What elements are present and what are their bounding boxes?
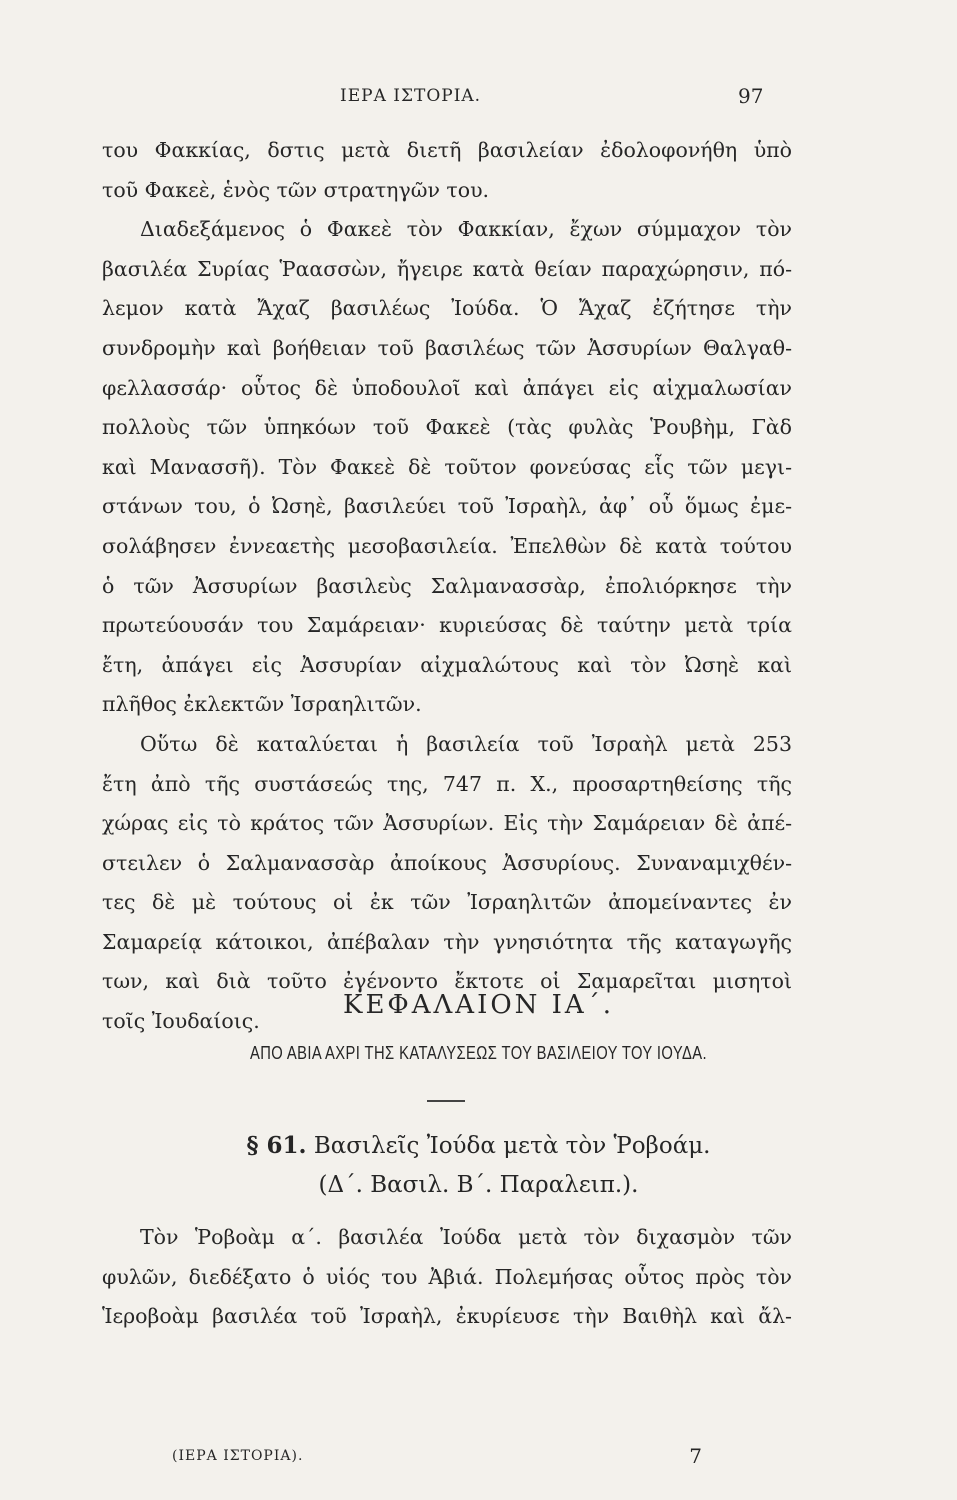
section-heading [0,1132,957,1159]
text-line: φελλασσάρ· οὗτος δὲ ὑποδουλοῖ καὶ ἀπάγει εἰς αἰχμαλωσίαν [102,375,792,400]
text-line: πολλοὺς τῶν ὑπηκόων τοῦ Φακεὲ (τὰς φυλὰς Ῥουβὴμ, Γὰδ [102,415,792,440]
text-line: βασιλέα Συρίας Ῥαασσὼν, ἤγειρε κατὰ θείαν παραχώρησιν, πό- [102,256,792,281]
text-line: ἔτη ἀπὸ τῆς συστάσεώς της, 747 π. Χ., προσαρτηθείσης τῆς [102,771,792,796]
text-line: πρωτεύουσάν του Σαμάρειαν· κυριεύσας δὲ ταύτην μετὰ τρία [102,613,792,638]
sheet-number: 7 [689,1444,702,1468]
text-line: στάνων του, ὁ Ὠσηὲ, βασιλεύει τοῦ Ἰσραὴλ, ἀφ᾽ οὗ ὅμως ἐμε- [102,494,792,519]
text-line: συνδρομὴν καὶ βοήθειαν τοῦ βασιλέως τῶν Ἀσσυρίων Θαλγαθ- [102,335,792,360]
section-number: § 61. [246,1132,307,1159]
text-line: φυλῶν, διεδέξατο ὁ υἱός του Ἀβιά. Πολεμήσας οὗτος πρὸς τὸν [102,1264,792,1289]
text-line: πλῆθος ἐκλεκτῶν Ἰσραηλιτῶν. [102,692,422,717]
section-paragraph [102,1218,792,1337]
text-line: τοῖς Ἰουδαίοις. [102,1009,260,1034]
divider-rule [427,1100,465,1102]
chapter-subtitle: ΑΠΟ ΑΒΙΑ ΑΧΡΙ ΤΗΣ ΚΑΤΑΛΥΣΕΩΣ ΤΟΥ ΒΑΣΙΛΕΙΟΥ ΤΟΥ ΙΟΥΔΑ. [249,1043,708,1063]
text-line: λεμον κατὰ Ἄχαζ βασιλέως Ἰούδα. Ὁ Ἄχαζ ἐζήτησε τὴν [102,296,792,321]
text-line: Ἱεροβοὰμ βασιλέα τοῦ Ἰσραὴλ, ἐκυρίευσε τὴν Βαιθὴλ καὶ ἄλ- [102,1304,792,1329]
text-line: τες δὲ μὲ τούτους οἱ ἐκ τῶν Ἰσραηλιτῶν ἀπομείναντες ἐν [102,890,792,915]
text-line: ὁ τῶν Ἀσσυρίων βασιλεὺς Σαλμανασσὰρ, ἐπολιόρκησε τὴν [102,573,792,598]
text-line: Οὕτω δὲ καταλύεται ἡ βασιλεία τοῦ Ἰσραὴλ μετὰ 253 [140,731,792,756]
signature-mark: (ΙΕΡΑ ΙΣΤΟΡΙΑ). [172,1448,304,1464]
text-line: καὶ Μανασσῆ). Τὸν Φακεὲ δὲ τοῦτον φονεύσας εἷς τῶν μεγι- [102,454,792,479]
section-title: Βασιλεῖς Ἰούδα μετὰ τὸν Ῥοβοάμ. [313,1133,711,1159]
text-line: στειλεν ὁ Σαλμανασσὰρ ἀποίκους Ἀσσυρίους. Συναναμιχθέν- [102,850,792,875]
text-line: χώρας εἰς τὸ κράτος τῶν Ἀσσυρίων. Εἰς τὴν Σαμάρειαν δὲ ἀπέ- [102,811,792,836]
text-line: Σαμαρείᾳ κάτοικοι, ἀπέβαλαν τὴν γνησιότητα τῆς καταγωγῆς [102,929,792,954]
text-line: σολάβησεν ἐννεαετὴς μεσοβασιλεία. Ἐπελθὼν δὲ κατὰ τούτου [102,533,792,558]
running-head-title: ΙΕΡΑ ΙΣΤΟΡΙΑ. [340,86,482,106]
text-line: τοῦ Φακεὲ, ἑνὸς τῶν στρατηγῶν του. [102,177,490,202]
chapter-title: ΚΕΦΑΛΑΙΟΝ ΙΑ΄. [343,990,614,1020]
text-line: Τὸν Ῥοβοὰμ α΄. βασιλέα Ἰούδα μετὰ τὸν διχασμὸν τῶν [140,1225,792,1249]
text-line: ἔτη, ἀπάγει εἰς Ἀσσυρίαν αἰχμαλώτους καὶ τὸν Ὠσηὲ καὶ [102,652,792,677]
running-head [0,86,957,116]
main-paragraphs [102,131,792,1042]
text-line: του Φακκίας, δστις μετὰ διετῆ βασιλείαν ἐδολοφονήθη ὑπὸ [102,138,792,162]
page-number: 97 [738,84,764,108]
text-line: Διαδεξάμενος ὁ Φακεὲ τὸν Φακκίαν, ἔχων σύμμαχον τὸν [140,217,792,242]
text-line: των, καὶ διὰ τοῦτο ἐγένοντο ἔκτοτε οἱ Σαμαρεῖται μισητοὶ [102,969,792,994]
section-reference: (Δ΄. Βασιλ. Β΄. Παραλειπ.). [318,1172,639,1198]
page-footer [172,1444,702,1478]
